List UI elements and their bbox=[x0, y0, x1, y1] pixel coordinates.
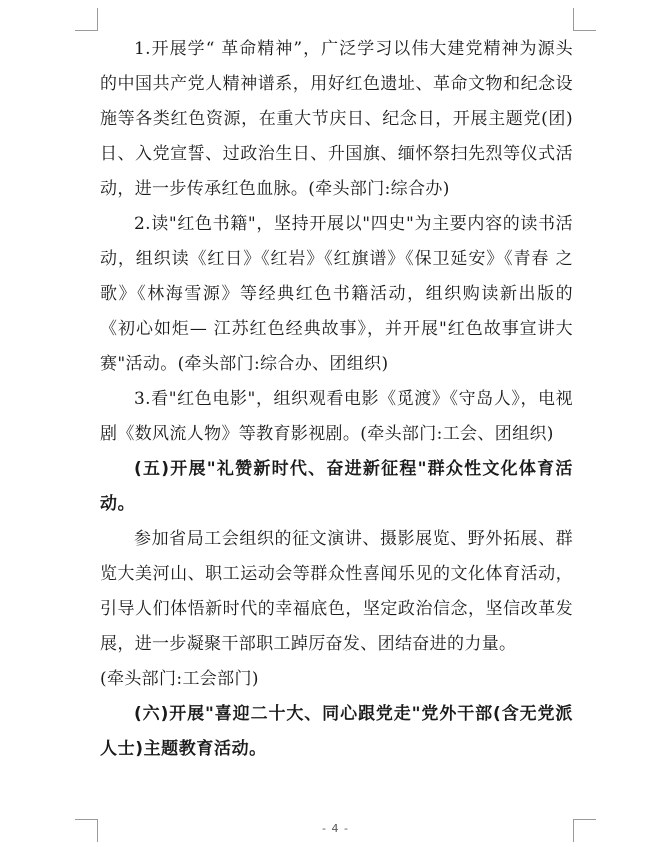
page-number: - 4 - bbox=[322, 822, 349, 835]
document-body bbox=[100, 32, 573, 767]
crop-mark-top-left bbox=[75, 8, 98, 31]
section-heading-6: (六)开展"喜迎二十大、同心跟党走"党外干部(含无党派人士)主题教育活动。 bbox=[100, 704, 573, 759]
paragraph-item-1: 1.开展学“ 革命精神”，广泛学习以伟大建党精神为源头的中国共产党人精神谱系，用好红色遗址、革命文物和纪念设施等各类红色资源，在重大节庆日、纪念日，开展主题党(团)日、入党宣誓、过政治生日、升国旗、缅怀祭扫先烈等仪式活动，进一步传承红色血脉。(牵头部门:综合办) bbox=[100, 39, 573, 199]
paragraph-item-3: 3.看"红色电影"，组织观看电影《觅渡》《守岛人》，电视剧《数风流人物》等教育影视剧。(牵头部门:工会、团组织) bbox=[100, 389, 573, 444]
crop-mark-top-right bbox=[573, 8, 596, 31]
section-heading-5: (五)开展"礼赞新时代、奋进新征程"群众性文化体育活动。 bbox=[100, 459, 573, 514]
paragraph-item-2: 2.读"红色书籍"，坚持开展以"四史"为主要内容的读书活动，组织读《红日》《红岩》《红旗谱》《保卫延安》《青春 之歌》《林海雪源》等经典红色书籍活动，组织购读新出版的《初心如炬— 江苏红色经典故事》，并开展"红色故事宣讲大赛"活动。(牵头部门:综合办、团组织) bbox=[100, 214, 573, 374]
paragraph-section-5-body: 参加省局工会组织的征文演讲、摄影展览、野外拓展、群览大美河山、职工运动会等群众性喜闻乐见的文化体育活动，引导人们体悟新时代的幸福底色，坚定政治信念，坚信改革发展，进一步凝聚干部职工踔厉奋发、团结奋进的力量。 bbox=[100, 529, 573, 654]
paragraph-section-5-lead-department: (牵头部门:工会部门) bbox=[100, 669, 259, 689]
